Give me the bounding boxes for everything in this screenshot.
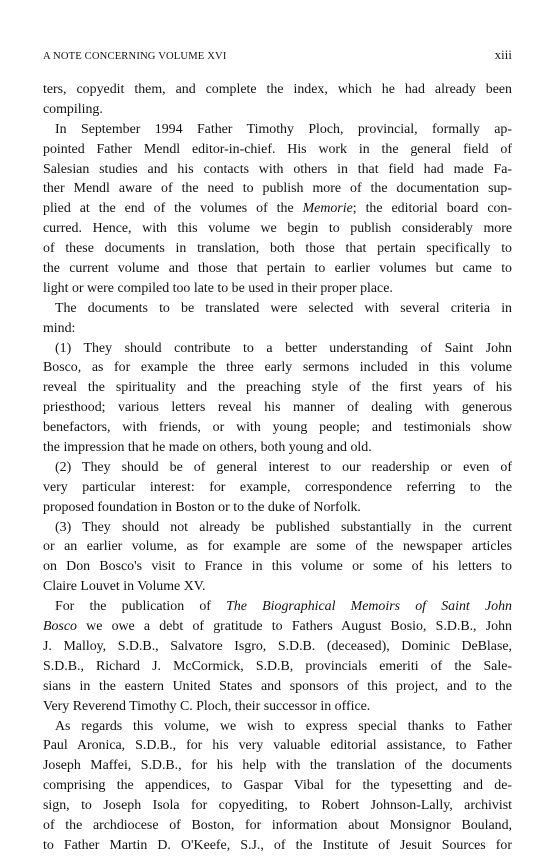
text-line: ters, copyedit them, and complete the index, which he had already been bbox=[43, 82, 512, 97]
text-line: Claire Louvet in Volume XV. bbox=[43, 579, 206, 595]
text-line: (3) They should not already be published substantially in the current bbox=[55, 519, 512, 535]
text-line: Bosco, as for example the three early sermons included in this volume bbox=[43, 360, 512, 376]
text-line: compiling. bbox=[43, 101, 103, 117]
text-line: light or were compiled too late to be used in their proper place. bbox=[43, 280, 393, 296]
text-line: (1) They should contribute to a better understanding of Saint John bbox=[55, 340, 512, 356]
text-line: the impression that he made on others, both young and old. bbox=[43, 440, 372, 456]
text-line: mind: bbox=[43, 320, 76, 336]
text-line: Paul Aronica, S.D.B., for his very valuable editorial assistance, to Father bbox=[43, 738, 512, 754]
text-line: very particular interest: for example, correspondence referring to the bbox=[43, 479, 512, 495]
text-line: the current volume and those that pertain to earlier volumes but came to bbox=[43, 261, 512, 277]
text-line: sign, to Joseph Isola for copyediting, to Robert Johnson-Lally, archivist bbox=[43, 798, 512, 814]
text-line: or an earlier volume, as for example are some of the newspaper articles bbox=[43, 539, 512, 555]
text-line: comprising the appendices, to Gaspar Vibal for the typesetting and de- bbox=[43, 778, 512, 794]
running-head-title: A NOTE CONCERNING VOLUME XVI bbox=[43, 51, 227, 62]
text-line: Joseph Maffei, S.D.B., for his help with the translation of the documents bbox=[43, 758, 512, 774]
text-line bbox=[43, 597, 512, 617]
text-line: ther Mendl aware of the need to publish more of the documentation sup- bbox=[43, 181, 512, 197]
text-segment: we owe a debt of gratitude to Fathers August Bosio, S.D.B., John bbox=[76, 619, 512, 635]
italic-title-text: Memorie bbox=[302, 201, 353, 217]
text-line: benefactors, with friends, or with young people; and testimonials show bbox=[43, 420, 512, 436]
text-segment: For the publication of bbox=[55, 599, 227, 615]
text-line: of the archdiocese of Boston, for information about Monsignor Bouland, bbox=[43, 817, 512, 833]
text-line: to Father Martin D. O'Keefe, S.J., of the Institute of Jesuit Sources for bbox=[43, 837, 512, 853]
text-segment: ; the editorial board con- bbox=[352, 201, 512, 217]
text-line: sians in the eastern United States and sponsors of this project, and to the bbox=[43, 678, 512, 694]
text-line: proposed foundation in Boston or to the duke of Norfolk. bbox=[43, 499, 361, 515]
text-segment: plied at the end of the volumes of the bbox=[43, 201, 303, 217]
text-line: Very Reverend Timothy C. Ploch, their successor in office. bbox=[43, 698, 371, 714]
text-line bbox=[43, 617, 512, 637]
running-head bbox=[43, 48, 512, 63]
text-line: reveal the spirituality and the preaching style of the first years of his bbox=[43, 380, 512, 396]
text-line: on Don Bosco's visit to France in this volume or some of his letters to bbox=[43, 559, 512, 575]
body-text bbox=[43, 80, 512, 856]
text-line: S.D.B., Richard J. McCormick, S.D.B, provincials emeriti of the Sale- bbox=[43, 658, 512, 674]
text-line: curred. Hence, with this volume we begin to publish considerably more bbox=[43, 221, 512, 237]
text-line bbox=[43, 199, 512, 219]
text-line: J. Malloy, S.D.B., Salvatore Isgro, S.D.B. (deceased), Dominic DeBlase, bbox=[43, 638, 512, 654]
text-line: The documents to be translated were selected with several criteria in bbox=[55, 300, 512, 316]
italic-title-text: Bosco bbox=[43, 619, 77, 635]
text-line: (2) They should be of general interest to our readership or even of bbox=[55, 459, 512, 475]
text-line: priesthood; various letters reveal his manner of dealing with generous bbox=[43, 400, 512, 416]
text-line: pointed Father Mendl editor-in-chief. His work in the general field of bbox=[43, 141, 512, 157]
text-line: As regards this volume, we wish to express special thanks to Father bbox=[55, 718, 512, 734]
text-line: of these documents in translation, both those that pertain specifically to bbox=[43, 241, 512, 257]
text-line: In September 1994 Father Timothy Ploch, provincial, formally ap- bbox=[55, 121, 512, 137]
italic-title-text: The Biographical Memoirs of Saint John bbox=[226, 599, 512, 615]
page-number: xiii bbox=[494, 48, 512, 62]
text-line: Salesian studies and his contacts with others in that field had made Fa- bbox=[43, 161, 512, 177]
